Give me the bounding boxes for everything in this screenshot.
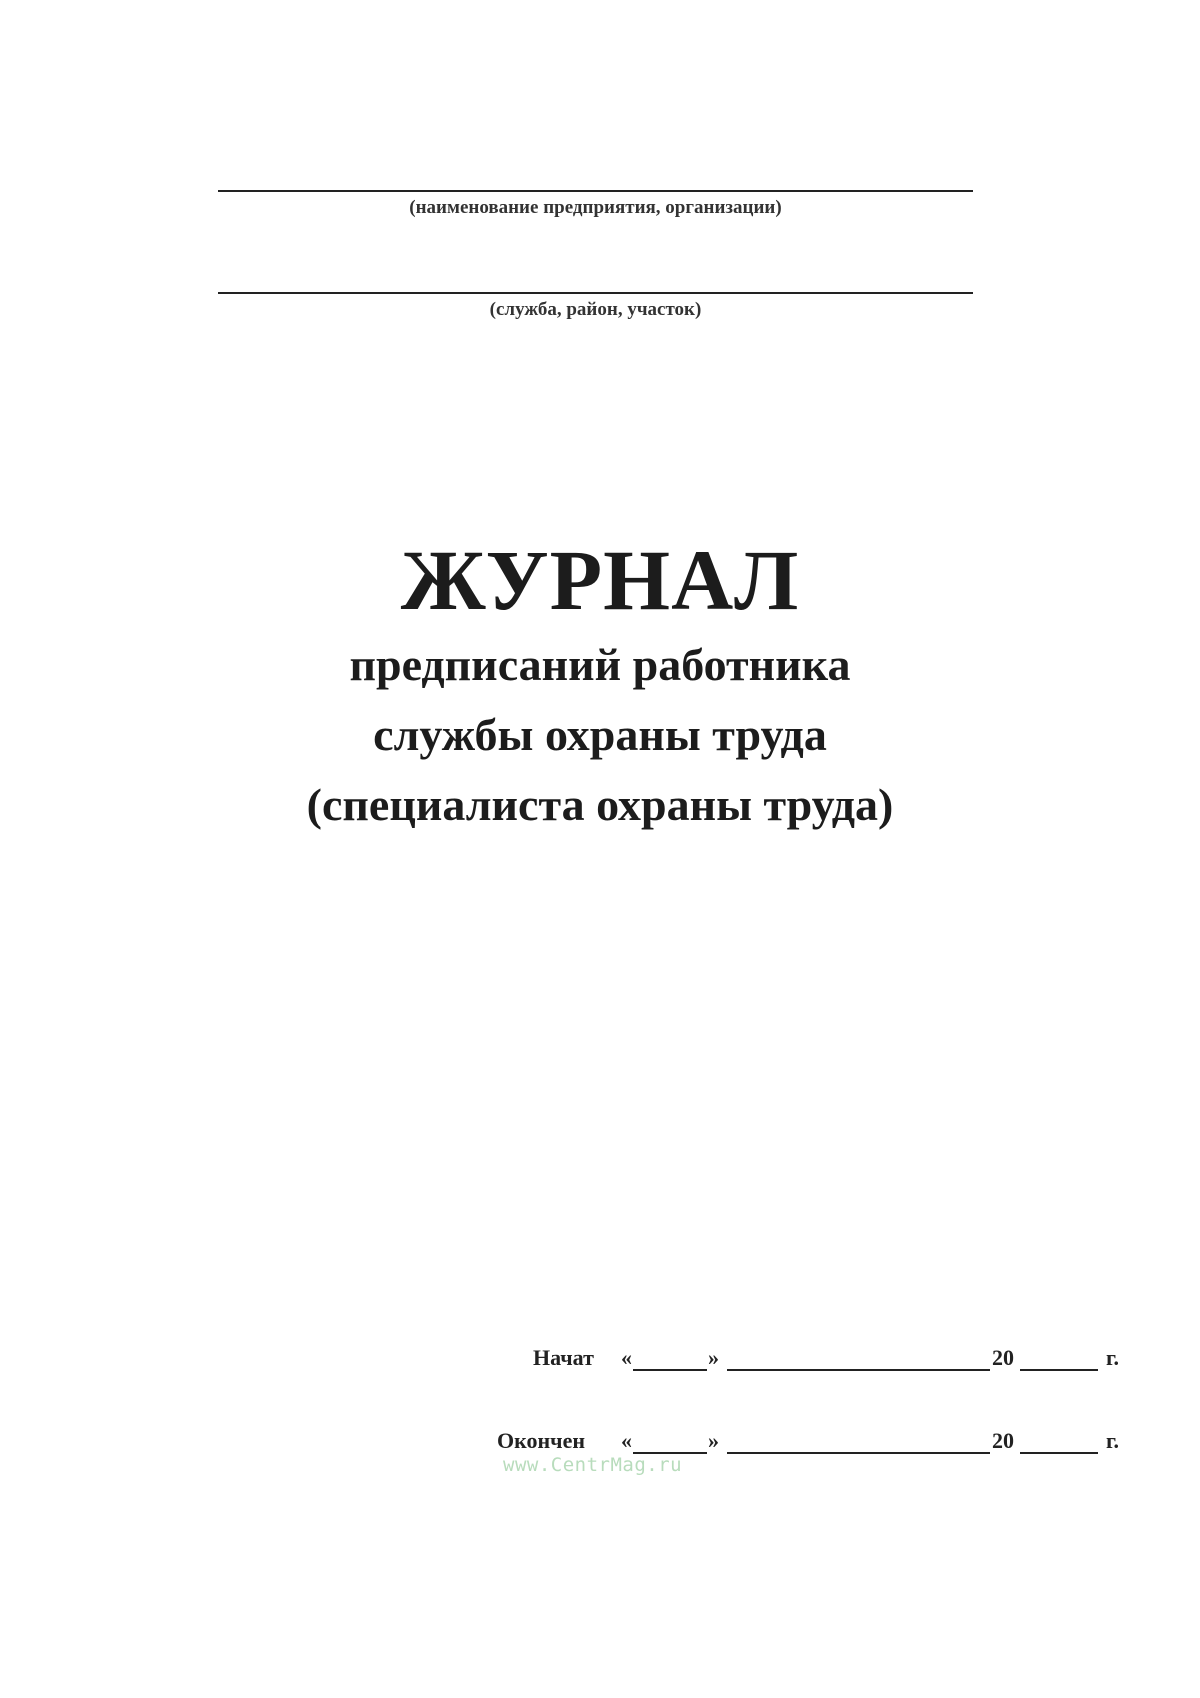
end-label: Окончен (497, 1428, 586, 1453)
start-month-blank (727, 1369, 990, 1371)
title-main: ЖУРНАЛ (400, 532, 800, 628)
end-close-quote: » (708, 1428, 719, 1453)
title-line-2: службы охраны труда (373, 709, 827, 760)
start-close-quote: » (708, 1345, 719, 1370)
title-line-1: предписаний работника (349, 639, 851, 690)
start-date-row (0, 1345, 1200, 1385)
end-year-blank (1020, 1452, 1098, 1454)
start-year-prefix: 20 (992, 1345, 1014, 1370)
end-year-prefix: 20 (992, 1428, 1014, 1453)
end-month-blank (727, 1452, 990, 1454)
start-year-blank (1020, 1369, 1098, 1371)
unit-caption: (служба, район, участок) (489, 299, 702, 320)
start-label: Начат (533, 1345, 594, 1370)
document-title (100, 530, 1100, 840)
end-year-suffix: г. (1106, 1428, 1120, 1453)
organization-caption: (наименование предприятия, организации) (409, 197, 782, 218)
unit-name-line (218, 292, 973, 294)
organization-name-line (218, 190, 973, 192)
start-year-suffix: г. (1106, 1345, 1120, 1370)
start-open-quote: « (621, 1345, 632, 1370)
start-day-blank (633, 1369, 707, 1371)
end-open-quote: « (621, 1428, 632, 1453)
watermark-text: www.CentrMag.ru (503, 1454, 683, 1476)
title-line-3: (специалиста охраны труда) (306, 779, 894, 830)
